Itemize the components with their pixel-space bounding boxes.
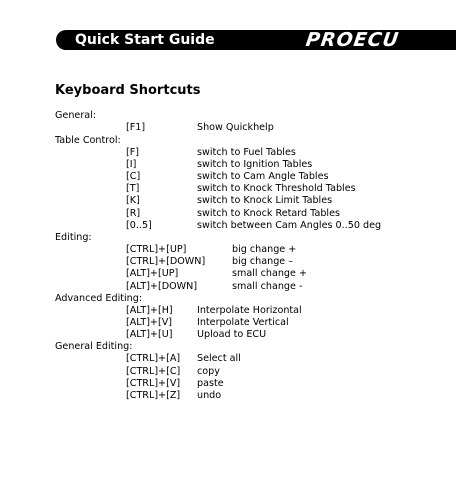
shortcut-key: [CTRL]+[UP]	[126, 244, 187, 255]
shortcut-key: [F1]	[126, 122, 146, 133]
shortcut-key: [CTRL]+[DOWN]	[126, 256, 206, 267]
shortcut-action: switch to Knock Retard Tables	[197, 208, 340, 219]
shortcut-key: [K]	[126, 195, 140, 206]
shortcut-action: Select all	[197, 353, 241, 364]
shortcut-key: [R]	[126, 208, 141, 219]
shortcut-action: paste	[197, 378, 224, 389]
section-label-general-editing: General Editing:	[55, 341, 133, 352]
shortcut-action: switch to Fuel Tables	[197, 147, 296, 158]
shortcut-key: [I]	[126, 159, 137, 170]
shortcut-key: [ALT]+[V]	[126, 317, 173, 328]
section-label-editing: Editing:	[55, 232, 92, 243]
shortcut-key: [CTRL]+[A]	[126, 353, 181, 364]
shortcut-action: switch to Ignition Tables	[197, 159, 313, 170]
shortcut-key: [C]	[126, 171, 141, 182]
shortcut-key: [ALT]+[H]	[126, 305, 173, 316]
section-label-general: General:	[55, 110, 97, 121]
shortcut-key: [CTRL]+[V]	[126, 378, 181, 389]
shortcut-action: switch to Cam Angle Tables	[197, 171, 329, 182]
shortcut-action: copy	[197, 366, 220, 377]
shortcut-action: Interpolate Horizontal	[197, 305, 302, 316]
shortcut-key: [ALT]+[U]	[126, 329, 173, 340]
shortcut-action: Show Quickhelp	[197, 122, 274, 133]
shortcut-action: switch to Knock Limit Tables	[197, 195, 333, 206]
shortcut-key: [F]	[126, 147, 140, 158]
shortcut-action: Upload to ECU	[197, 329, 267, 340]
shortcut-key: [CTRL]+[C]	[126, 366, 181, 377]
shortcut-action: Interpolate Vertical	[197, 317, 289, 328]
shortcut-action: big change +	[232, 244, 297, 255]
section-label-table-control: Table Control:	[55, 135, 121, 146]
shortcut-action: switch between Cam Angles 0..50 deg	[197, 220, 382, 231]
shortcut-key: [ALT]+[UP]	[126, 268, 179, 279]
section-label-advanced-editing: Advanced Editing:	[55, 293, 143, 304]
shortcut-action: big change –	[232, 256, 294, 267]
shortcut-action: switch to Knock Threshold Tables	[197, 183, 356, 194]
shortcut-key: [CTRL]+[Z]	[126, 390, 181, 401]
shortcut-action: small change -	[232, 281, 303, 292]
header-title: Quick Start Guide	[75, 32, 215, 48]
shortcut-action: small change +	[232, 268, 307, 279]
shortcut-action: undo	[197, 390, 222, 401]
shortcut-key: [0..5]	[126, 220, 152, 231]
brand-logo: PROECU	[304, 29, 401, 51]
shortcut-key: [ALT]+[DOWN]	[126, 281, 198, 292]
page-title: Keyboard Shortcuts	[55, 83, 201, 98]
shortcut-key: [T]	[126, 183, 140, 194]
